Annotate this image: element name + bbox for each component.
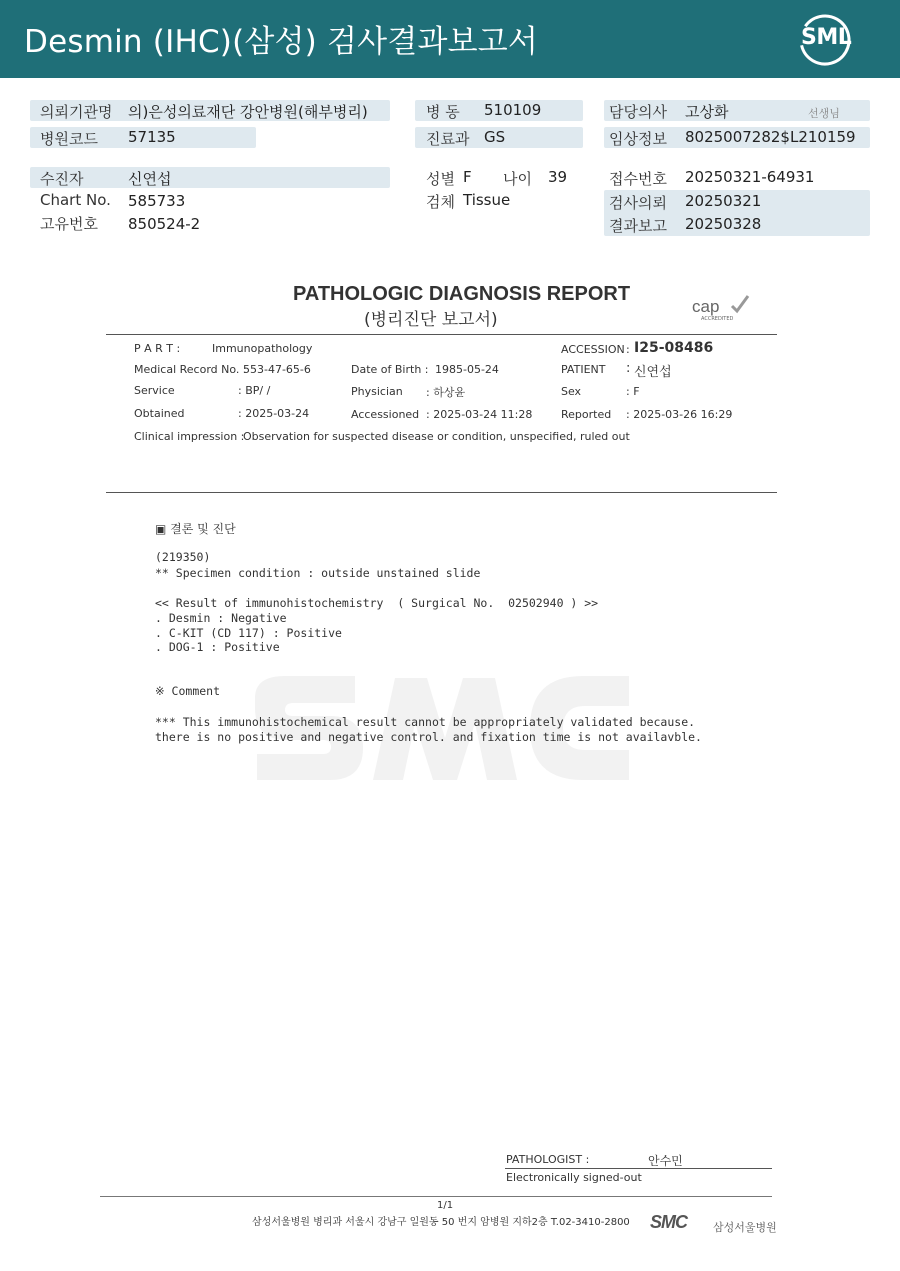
part-value: Immunopathology (212, 342, 313, 355)
sex-value-2: : F (626, 385, 640, 398)
clinical-value: 8025007282$L210159 (685, 128, 856, 146)
request-value: 20250321 (685, 192, 762, 210)
patient-value: 신연섭 (128, 170, 172, 188)
sex-label: 성별 (426, 170, 455, 188)
footer-rule (100, 1196, 772, 1197)
receipt-value: 20250321-64931 (685, 168, 815, 186)
diagnosis-heading: ▣ 결론 및 진단 (155, 522, 236, 536)
dob-value: 1985-05-24 (435, 363, 499, 376)
clinical-impression-value: Observation for suspected disease or condition, unspecified, ruled out (243, 430, 630, 443)
chart-value: 585733 (128, 192, 186, 210)
sex-label-2: Sex (561, 385, 582, 398)
patient-label-2: PATIENT (561, 363, 606, 376)
pathologist-name: 안수민 (648, 1154, 683, 1168)
smc-logo: SMC (650, 1212, 687, 1232)
smc-hospital-name: 삼성서울병원 (713, 1221, 777, 1234)
specimen-condition: ** Specimen condition : outside unstained slide (155, 566, 481, 580)
page-title: Desmin (IHC)(삼성) 검사결과보고서 (24, 24, 539, 60)
comment-heading: ※ Comment (155, 684, 221, 698)
physician-label: Physician (351, 385, 403, 398)
cap-logo: cap (692, 297, 720, 316)
service-label: Service (134, 384, 175, 397)
cap-accredited: ACCREDITED (701, 316, 734, 322)
sex-value: F (463, 168, 472, 186)
institution-label: 의뢰기관명 (40, 103, 113, 121)
report-bottom-rule (106, 492, 777, 493)
accession-label: ACCESSION (561, 343, 625, 356)
dept-label: 진료과 (426, 130, 470, 148)
ward-label: 병 동 (426, 103, 460, 121)
signed-out: Electronically signed-out (506, 1171, 642, 1184)
doctor-value: 고상화 (685, 103, 729, 121)
result-label: 결과보고 (609, 217, 667, 235)
dept-value: GS (484, 128, 506, 146)
reported-value: : 2025-03-26 16:29 (626, 408, 733, 421)
result-ckit: . C-KIT (CD 117) : Positive (155, 626, 342, 640)
ward-value: 510109 (484, 101, 542, 119)
patient-bar (30, 167, 390, 188)
footer-address: 삼성서울병원 병리과 서울시 강남구 일원동 50 번지 암병원 지하2층 T.02-3410-2800 (252, 1217, 630, 1228)
hospital-code-value: 57135 (128, 128, 176, 146)
part-label: P A R T : (134, 342, 181, 355)
result-dog1: . DOG-1 : Positive (155, 640, 280, 654)
accessioned-label: Accessioned (351, 408, 420, 421)
result-value: 20250328 (685, 215, 762, 233)
receipt-label: 접수번호 (609, 170, 667, 188)
accession-value: I25-08486 (634, 340, 714, 356)
clinical-label: 임상정보 (609, 130, 667, 148)
accessioned-value: : 2025-03-24 11:28 (426, 408, 533, 421)
id-value: 850524-2 (128, 215, 201, 233)
age-value: 39 (548, 168, 568, 186)
signature-rule (505, 1168, 772, 1169)
mrn-label: Medical Record No. : (134, 363, 247, 376)
chart-label: Chart No. (40, 191, 111, 209)
report-subtitle: (병리진단 보고서) (364, 310, 498, 330)
page-number: 1/1 (437, 1200, 454, 1211)
institution-value: 의)은성의료재단 강안병원(해부병리) (128, 103, 368, 121)
hospital-code-label: 병원코드 (40, 130, 98, 148)
physician-value: : 하상윤 (426, 386, 466, 399)
reported-label: Reported (561, 408, 612, 421)
specimen-label: 검체 (426, 193, 455, 211)
age-label: 나이 (503, 170, 532, 188)
comment-line-1: *** This immunohistochemical result cannot be appropriately validated because. (155, 715, 696, 729)
patient-label: 수진자 (40, 170, 84, 188)
obtained-label: Obtained (134, 407, 185, 420)
doctor-label: 담당의사 (609, 103, 667, 121)
report-title: PATHOLOGIC DIAGNOSIS REPORT (293, 283, 631, 305)
sml-logo-text: SML (801, 25, 852, 50)
request-label: 검사의뢰 (609, 194, 667, 212)
doctor-suffix: 선생님 (808, 107, 840, 120)
report-top-rule (106, 334, 777, 335)
clinical-impression-label: Clinical impression : (134, 430, 245, 443)
dob-label: Date of Birth : (351, 363, 429, 376)
pathologist-label: PATHOLOGIST : (506, 1153, 590, 1166)
result-desmin: . Desmin : Negative (155, 611, 287, 625)
ihc-result-heading: << Result of immunohistochemistry ( Surgical No. 02502940 ) >> (155, 596, 599, 610)
mrn-value: 553-47-65-6 (243, 363, 311, 376)
obtained-value: : 2025-03-24 (238, 407, 310, 420)
specimen-value: Tissue (463, 191, 511, 209)
diagnosis-code: (219350) (155, 550, 211, 564)
patient-value-2: 신연섭 (634, 365, 672, 380)
service-value: : BP/ / (238, 384, 271, 397)
comment-line-2: there is no positive and negative control. and fixation time is not availavble. (155, 730, 702, 744)
id-label: 고유번호 (40, 215, 98, 233)
